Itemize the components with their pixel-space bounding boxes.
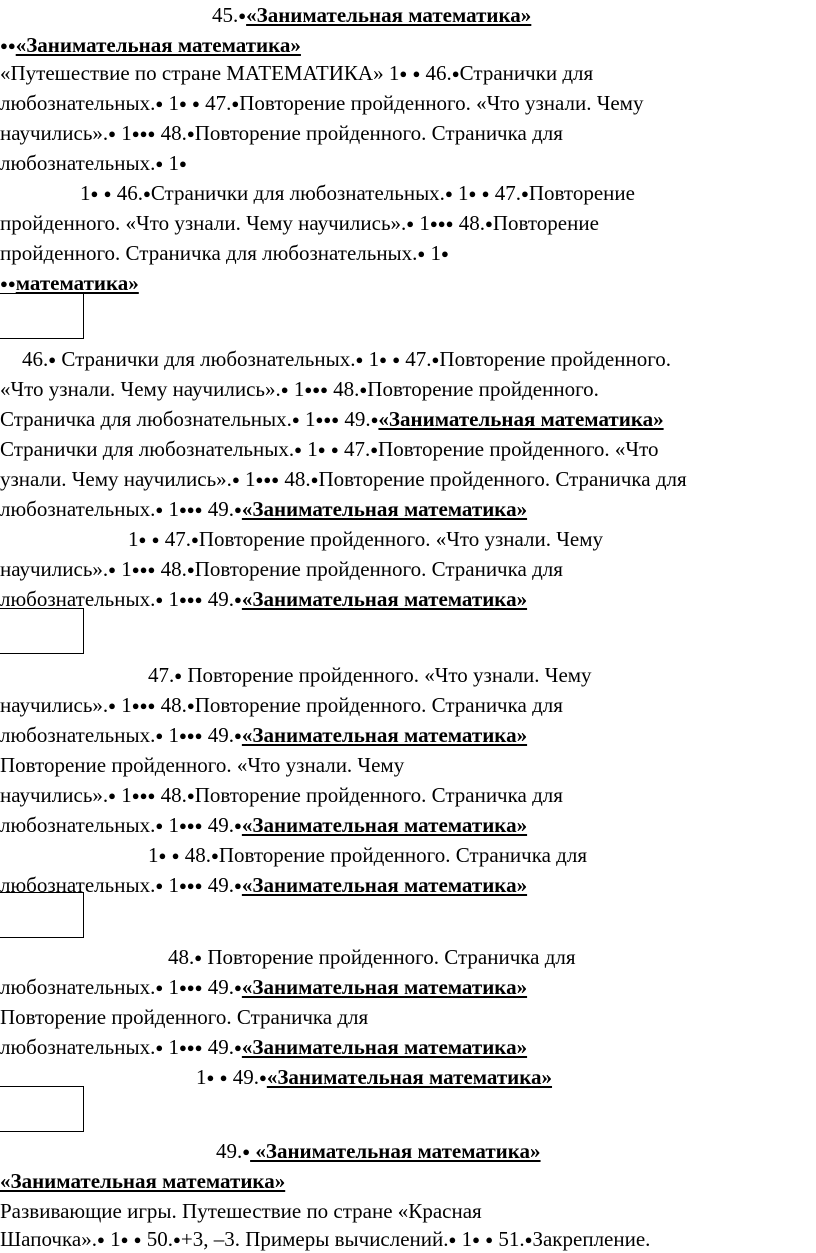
text-segment: научились». [0, 557, 109, 581]
bullet-icon: ● [178, 502, 187, 517]
bullet-icon: ● [234, 592, 242, 607]
bullet-icon: ● [178, 156, 187, 171]
text-segment: любознательных. [0, 497, 156, 521]
bullet-icon: ● [147, 562, 156, 577]
text-line [0, 90, 643, 117]
text-line [0, 974, 527, 1001]
text-line [0, 496, 527, 523]
bullet-icon: ● [485, 1232, 494, 1247]
bullet-icon: ● [330, 442, 339, 457]
text-segment: научились». [0, 121, 109, 145]
empty-box [0, 293, 84, 339]
bullet-icon: ● [186, 502, 195, 517]
bullet-icon: ● [186, 698, 195, 713]
text-segment: пройденного. «Что узнали. Чему научились». [0, 211, 407, 235]
bullet-icon: ● [255, 472, 264, 487]
text-segment: 1 [299, 407, 316, 431]
text-line [0, 240, 449, 267]
text-segment: 48. [168, 945, 195, 969]
text-segment: 49. [202, 975, 235, 999]
text-segment: любознательных. [0, 975, 156, 999]
bullet-icon: ● [431, 352, 440, 367]
bullet-icon: ● [481, 186, 490, 201]
text-line [168, 944, 576, 971]
bullet-icon: ● [173, 1232, 181, 1247]
bullet-icon: ● [406, 216, 415, 231]
bullet-icon: ● [194, 1040, 203, 1055]
text-segment: 50. [141, 1227, 174, 1251]
text-segment: 48. [453, 211, 485, 235]
text-segment: 1 [104, 1227, 121, 1251]
bullet-icon: ● [210, 848, 219, 863]
bullet-icon: ● [238, 8, 247, 23]
text-segment: пройденного. Страничка для любознательных. [0, 241, 418, 265]
bullet-icon: ● [234, 728, 242, 743]
text-segment: 1 [163, 91, 179, 115]
bullet-icon: ● [186, 562, 195, 577]
text-segment: Странички для любознательных. [150, 181, 445, 205]
text-segment: 49. [202, 813, 235, 837]
bullet-icon: ● [312, 382, 321, 397]
bullet-icon: ● [331, 412, 340, 427]
bullet-icon: ● [258, 1070, 267, 1085]
bullet-icon: ● [133, 1232, 142, 1247]
text-segment: «Что узнали. Чему научились». [0, 377, 281, 401]
text-segment: 1 [163, 497, 179, 521]
bullet-icon: ● [194, 728, 203, 743]
text-line [128, 526, 603, 553]
text-segment: Повторение пройденного. Страничка для [194, 121, 563, 145]
text-segment: «Занимательная математика» [378, 407, 664, 431]
bullet-icon: ● [448, 1232, 457, 1247]
bullet-icon: ● [234, 980, 242, 995]
bullet-icon: ● [48, 352, 57, 367]
text-segment: «Занимательная математика» [246, 3, 532, 27]
text-segment: 47. [199, 91, 232, 115]
text-segment: 1 [363, 347, 380, 371]
text-segment: 49. [202, 497, 235, 521]
text-segment: 46. [111, 181, 143, 205]
bullet-icon: ● [186, 592, 195, 607]
text-segment: 49. [216, 1139, 243, 1163]
text-segment: Повторение пройденного. Страничка для [218, 843, 588, 867]
bullet-icon: ● [359, 382, 368, 397]
bullet-icon: ● [437, 216, 446, 231]
text-segment: «Занимательная математика» [241, 1035, 528, 1059]
bullet-icon: ● [234, 1040, 242, 1055]
text-line [0, 1198, 482, 1224]
text-segment: Повторение пройденного. Страничка для [202, 945, 576, 969]
text-segment: Повторение пройденного. «Что [378, 437, 659, 461]
text-line [0, 466, 687, 493]
bullet-icon: ● [139, 788, 148, 803]
bullet-icon: ● [231, 96, 240, 111]
text-segment: Повторение [492, 211, 599, 235]
bullet-icon: ● [234, 878, 242, 893]
bullet-icon: ● [147, 698, 156, 713]
bullet-icon: ● [138, 532, 147, 547]
bullet-icon: ● [521, 186, 529, 201]
bullet-icon: ● [147, 788, 156, 803]
text-line [0, 150, 187, 177]
bullet-icon: ● [194, 980, 203, 995]
bullet-icon: ● [323, 412, 332, 427]
text-segment: 1 [163, 1035, 179, 1059]
text-line [148, 662, 592, 689]
bullet-icon: ● [392, 352, 401, 367]
bullet-icon: ● [178, 878, 187, 893]
text-segment: 48. [179, 843, 211, 867]
bullet-icon: ● [108, 562, 117, 577]
bullet-icon: ● [294, 442, 302, 457]
text-segment: 1 [196, 1065, 207, 1089]
empty-box [0, 608, 84, 654]
bullet-icon: ● [242, 1144, 251, 1159]
text-segment: любознательных. [0, 813, 156, 837]
text-segment: Повторение пройденного. «Что узнали. Чему [239, 91, 644, 115]
text-line [0, 406, 664, 433]
bullet-icon: ● [131, 788, 140, 803]
bullet-icon: ● [178, 728, 187, 743]
bullet-icon: ● [417, 246, 426, 261]
text-segment: 1 [163, 723, 179, 747]
text-line [0, 556, 563, 583]
bullet-icon: ● [399, 66, 408, 81]
bullet-icon: ● [103, 186, 112, 201]
bullet-icon: ● [472, 1232, 480, 1247]
text-line [0, 60, 593, 87]
text-line [0, 1226, 650, 1253]
bullet-icon: ● [155, 980, 164, 995]
text-segment: «Занимательная математика» [0, 1169, 286, 1193]
text-line [80, 180, 635, 207]
text-segment: Повторение пройденного. «Что узнали. Чему [198, 527, 604, 551]
text-segment: математика» [15, 271, 139, 295]
bullet-icon: ● [445, 216, 454, 231]
bullet-icon: ● [186, 818, 195, 833]
text-segment: 1 [80, 181, 91, 205]
text-segment: 46. [420, 61, 452, 85]
bullet-icon: ● [7, 38, 16, 53]
bullet-icon: ● [304, 382, 313, 397]
text-line [0, 1034, 527, 1061]
text-segment: 1 [163, 873, 179, 897]
empty-box [0, 892, 84, 938]
text-segment: 1 [163, 587, 179, 611]
bullet-icon: ● [174, 668, 183, 683]
text-segment: 48. [155, 121, 187, 145]
bullet-icon: ● [155, 96, 164, 111]
bullet-icon: ● [412, 66, 421, 81]
bullet-icon: ● [219, 1070, 228, 1085]
bullet-icon: ● [131, 126, 140, 141]
text-segment: «Путешествие по стране МАТЕМАТИКА» [0, 61, 384, 85]
text-segment: Повторение пройденного. «Что узнали. Чему [0, 753, 405, 777]
text-segment: научились». [0, 783, 109, 807]
bullet-icon: ● [139, 126, 148, 141]
text-segment: 49. [227, 1065, 259, 1089]
text-segment: «Занимательная математика» [241, 873, 528, 897]
bullet-icon: ● [7, 276, 16, 291]
bullet-icon: ● [194, 950, 203, 965]
text-segment: 47. [148, 663, 175, 687]
bullet-icon: ● [441, 246, 449, 261]
text-segment: 1 [301, 437, 318, 461]
text-segment: «Занимательная математика» [250, 1139, 541, 1163]
bullet-icon: ● [317, 442, 326, 457]
text-segment: Странички для любознательных. [56, 347, 356, 371]
bullet-icon: ● [96, 1232, 105, 1247]
bullet-icon: ● [468, 186, 477, 201]
text-segment: 1 [116, 557, 132, 581]
bullet-icon: ● [451, 66, 460, 81]
text-line [0, 692, 563, 719]
bullet-icon: ● [171, 848, 180, 863]
bullet-icon: ● [120, 1232, 129, 1247]
bullet-icon: ● [186, 980, 195, 995]
bullet-icon: ● [147, 126, 156, 141]
text-segment: «Занимательная математика» [241, 497, 528, 521]
text-segment: Повторение пройденного. Страничка для [194, 557, 563, 581]
bullet-icon: ● [139, 698, 148, 713]
text-segment: Странички для любознательных. [0, 437, 295, 461]
bullet-icon: ● [131, 562, 140, 577]
text-line [196, 1064, 552, 1091]
text-segment: 1 [116, 121, 132, 145]
text-segment: 1 [148, 843, 159, 867]
bullet-icon: ● [108, 788, 117, 803]
text-segment: Повторение пройденного. Страничка для [194, 693, 563, 717]
text-segment: Странички для [459, 61, 594, 85]
text-segment: 1 [239, 467, 256, 491]
bullet-icon: ● [194, 878, 203, 893]
bullet-icon: ● [155, 502, 164, 517]
text-segment: 1 [116, 693, 132, 717]
bullet-icon: ● [178, 592, 187, 607]
bullet-icon: ● [108, 126, 117, 141]
bullet-icon: ● [155, 1040, 164, 1055]
text-segment: Повторение пройденного. [367, 377, 599, 401]
bullet-icon: ● [178, 980, 187, 995]
bullet-icon: ● [355, 352, 364, 367]
text-segment: «Занимательная математика» [241, 813, 528, 837]
text-segment: 48. [279, 467, 311, 491]
text-segment: 48. [155, 783, 187, 807]
bullet-icon: ● [142, 186, 151, 201]
bullet-icon: ● [370, 412, 379, 427]
bullet-icon: ● [108, 698, 117, 713]
text-line [0, 722, 527, 749]
bullet-icon: ● [186, 1040, 195, 1055]
bullet-icon: ● [315, 412, 324, 427]
text-segment: любознательных. [0, 1035, 156, 1059]
text-segment: 49. [202, 587, 235, 611]
text-line [0, 782, 563, 809]
bullet-icon: ● [186, 728, 195, 743]
bullet-icon: ● [231, 472, 240, 487]
bullet-icon: ● [280, 382, 289, 397]
bullet-icon: ● [178, 1040, 187, 1055]
bullet-icon: ● [484, 216, 493, 231]
text-line [0, 812, 527, 839]
text-segment: 1 [456, 1227, 473, 1251]
bullet-icon: ● [194, 818, 203, 833]
text-segment: 1 [128, 527, 139, 551]
text-line [0, 120, 563, 147]
bullet-icon: ● [429, 216, 438, 231]
bullet-icon: ● [155, 592, 164, 607]
text-segment: 48. [155, 693, 187, 717]
bullet-icon: ● [206, 1070, 215, 1085]
text-segment: 1 [452, 181, 469, 205]
text-segment: 49. [202, 873, 235, 897]
bullet-icon: ● [320, 382, 328, 397]
bullet-icon: ● [524, 1232, 533, 1247]
text-line [22, 346, 671, 373]
bullet-icon: ● [190, 532, 199, 547]
bullet-icon: ● [178, 818, 187, 833]
text-segment: любознательных. [0, 587, 156, 611]
bullet-icon: ● [158, 848, 167, 863]
bullet-icon: ● [186, 126, 195, 141]
text-segment: «Занимательная математика» [241, 587, 528, 611]
bullet-icon: ● [370, 442, 379, 457]
bullet-icon: ● [139, 562, 148, 577]
bullet-icon: ● [155, 156, 164, 171]
bullet-icon: ● [155, 818, 164, 833]
text-segment: «Занимательная математика» [266, 1065, 553, 1089]
bullet-icon: ● [310, 472, 319, 487]
text-segment: Повторение [528, 181, 635, 205]
bullet-icon: ● [131, 698, 140, 713]
text-segment: 49. [202, 723, 235, 747]
text-segment: любознательных. [0, 873, 156, 897]
text-segment: любознательных. [0, 151, 156, 175]
bullet-icon: ● [234, 818, 242, 833]
text-segment: 45. [212, 3, 239, 27]
text-segment: 1 [414, 211, 430, 235]
text-segment: 47. [400, 347, 432, 371]
text-segment: +3, –3. Примеры вычислений. [180, 1227, 449, 1251]
text-segment: 1 [425, 241, 442, 265]
bullet-icon: ● [155, 878, 164, 893]
bullet-icon: ● [186, 878, 195, 893]
text-line [0, 210, 599, 237]
text-segment: Повторение пройденного. Страничка для [194, 783, 563, 807]
bullet-icon: ● [234, 502, 242, 517]
text-segment: Закрепление. [532, 1227, 651, 1251]
text-line [0, 1004, 368, 1030]
text-line [148, 842, 587, 869]
text-line [0, 436, 658, 463]
text-segment: узнали. Чему научились». [0, 467, 232, 491]
bullet-icon: ● [194, 502, 203, 517]
bullet-icon: ● [263, 472, 272, 487]
text-segment: Страничка для любознательных. [0, 407, 292, 431]
text-segment: 1 [163, 151, 179, 175]
text-segment: любознательных. [0, 91, 156, 115]
bullet-icon: ● [155, 728, 164, 743]
empty-box [0, 1086, 84, 1132]
text-segment: «Занимательная математика» [241, 975, 528, 999]
text-segment: Повторение пройденного. [439, 347, 672, 371]
text-line [0, 376, 599, 403]
text-segment: 49. [202, 1035, 235, 1059]
text-segment: Повторение пройденного. Страничка для [318, 467, 687, 491]
bullet-icon: ● [444, 186, 453, 201]
text-segment: 1 [288, 377, 305, 401]
text-segment: 1 [116, 783, 132, 807]
text-line [0, 1168, 285, 1194]
text-line [216, 1138, 541, 1165]
text-segment: 48. [327, 377, 360, 401]
text-segment: Повторение пройденного. Страничка для [0, 1005, 369, 1029]
text-line [0, 752, 404, 778]
bullet-icon: ● [186, 788, 195, 803]
bullet-icon: ● [0, 38, 8, 53]
bullet-icon: ● [271, 472, 280, 487]
bullet-icon: ● [90, 186, 99, 201]
text-segment: 1 [163, 813, 179, 837]
text-segment: Повторение пройденного. «Что узнали. Чему [182, 663, 592, 687]
text-segment: 1 [383, 61, 400, 85]
text-segment: любознательных. [0, 723, 156, 747]
text-line [212, 2, 531, 29]
bullet-icon: ● [291, 412, 300, 427]
text-segment: Развивающие игры. Путешествие по стране «Красная [0, 1199, 482, 1223]
text-segment: 48. [155, 557, 187, 581]
bullet-icon: ● [178, 96, 187, 111]
text-segment: «Занимательная математика» [15, 33, 301, 57]
text-segment: «Занимательная математика» [241, 723, 528, 747]
bullet-icon: ● [194, 592, 203, 607]
bullet-icon: ● [151, 532, 160, 547]
text-line [0, 32, 301, 59]
text-segment: 49. [339, 407, 371, 431]
text-segment: 47. [489, 181, 522, 205]
text-segment: научились». [0, 693, 109, 717]
text-segment: 47. [338, 437, 371, 461]
bullet-icon: ● [379, 352, 387, 367]
text-segment: 1 [163, 975, 179, 999]
text-segment: 47. [159, 527, 191, 551]
text-segment: 46. [22, 347, 49, 371]
text-segment: 51. [493, 1227, 525, 1251]
bullet-icon: ● [192, 96, 200, 111]
bullet-icon: ● [0, 276, 8, 291]
text-segment: Шапочка». [0, 1227, 97, 1251]
